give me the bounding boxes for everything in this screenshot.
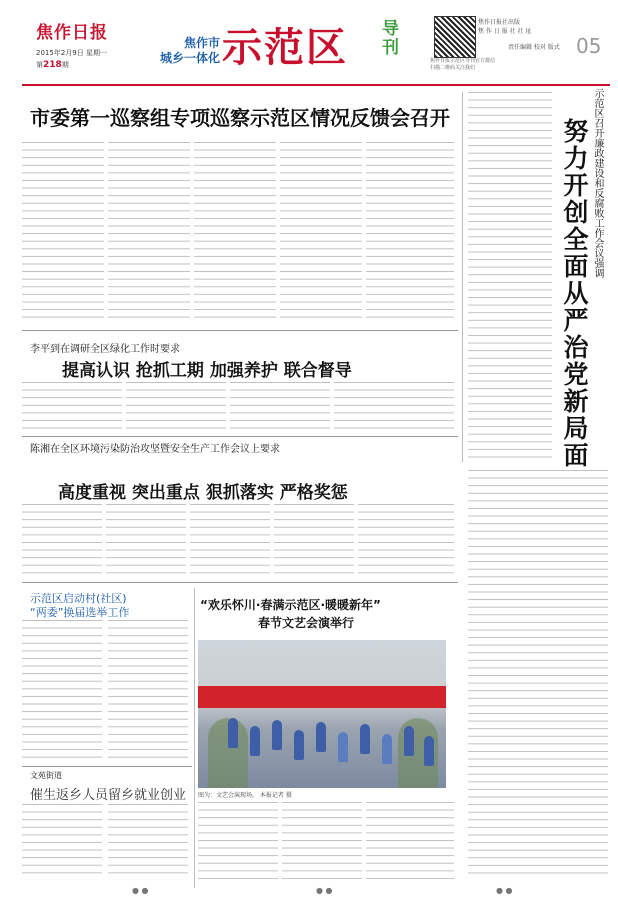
story2-body-col-2 bbox=[126, 382, 226, 432]
feature-headline-line-2: 春节文艺会演举行 bbox=[258, 616, 355, 630]
editors-credit: 责任编辑 校对 版式 bbox=[508, 44, 560, 51]
header-info bbox=[478, 18, 578, 36]
right-body-bottom bbox=[468, 470, 608, 880]
header-info-line-1: 焦作日报社出版 bbox=[478, 19, 521, 26]
story3-body-col-3 bbox=[190, 504, 270, 574]
publication-date: 2015年2月9日 星期一 bbox=[36, 49, 107, 57]
story2-body-col-1 bbox=[22, 382, 122, 432]
story2-kicker: 李平到在调研全区绿化工作时要求 bbox=[30, 344, 180, 355]
qr-note: 焦作日报示范区导刊官方微信 扫描二维码关注我们 bbox=[430, 58, 496, 71]
story4-body-col-2 bbox=[108, 620, 188, 760]
header-info-line-2: 焦 作 日 报 社 社 址 bbox=[478, 28, 532, 35]
left-lower-divider bbox=[194, 588, 195, 888]
photo-red-banner bbox=[198, 686, 446, 708]
footer-dots-left: ● ● bbox=[132, 886, 149, 895]
page-number: 05 bbox=[576, 34, 602, 58]
story5-body-col-1 bbox=[22, 804, 102, 880]
photo-dancer bbox=[250, 726, 260, 756]
qr-code-icon bbox=[434, 16, 476, 58]
issue-number bbox=[36, 60, 69, 70]
divider-4 bbox=[22, 766, 192, 767]
lead-body-col-2 bbox=[108, 142, 190, 318]
paper-name-logo: 焦作日报 bbox=[36, 23, 108, 43]
story3-kicker: 陈湘在全区环境污染防治攻坚暨安全生产工作会议上要求 bbox=[30, 444, 280, 455]
photo-dancer bbox=[404, 726, 414, 756]
slogan-line-2: 城乡一体化 bbox=[159, 51, 220, 65]
masthead-slogan bbox=[128, 36, 220, 66]
story4-body-col-1 bbox=[22, 620, 102, 760]
masthead-rule bbox=[22, 84, 610, 86]
photo-dancer bbox=[424, 736, 434, 766]
lead-headline: 市委第一巡察组专项巡察示范区情况反馈会召开 bbox=[30, 106, 450, 130]
divider-3 bbox=[22, 582, 458, 583]
lead-body-col-5 bbox=[366, 142, 454, 318]
photo-dancer bbox=[360, 724, 370, 754]
photo-dancer bbox=[294, 730, 304, 760]
story3-body-col-1 bbox=[22, 504, 102, 574]
masthead bbox=[0, 0, 618, 88]
right-kicker: 示范区召开廉政建设和反腐败工作会议强调 bbox=[592, 88, 603, 278]
photo-dancer bbox=[338, 732, 348, 762]
story2-body-col-4 bbox=[334, 382, 454, 432]
right-headline: 努力开创全面从严治党新局面 bbox=[560, 118, 589, 469]
feature-body-col-2 bbox=[282, 802, 362, 880]
slogan-line-1: 焦作市 bbox=[183, 36, 220, 50]
feature-headline-line-1: “欢乐怀川·春满示范区·暖暖新年” bbox=[200, 598, 381, 612]
performance-photo bbox=[198, 640, 446, 788]
lead-body-col-1 bbox=[22, 142, 104, 318]
photo-caption: 图为：文艺会演现场。 本报记者 摄 bbox=[198, 792, 292, 799]
lead-body-col-4 bbox=[280, 142, 362, 318]
right-body-top bbox=[468, 92, 552, 462]
photo-dancer bbox=[228, 718, 238, 748]
story5-body-col-2 bbox=[108, 804, 188, 880]
story4-title-line-2: “两委”换届选举工作 bbox=[30, 606, 130, 619]
photo-dancer bbox=[316, 722, 326, 752]
section-brand-sub: 导刊 bbox=[382, 19, 399, 58]
issue-prefix: 第 bbox=[36, 61, 43, 69]
footer-dots-right: ● ● bbox=[496, 886, 513, 895]
issue-value: 218 bbox=[43, 60, 62, 70]
lead-body-col-3 bbox=[194, 142, 276, 318]
story3-body-col-5 bbox=[358, 504, 454, 574]
feature-body-col-1 bbox=[198, 802, 278, 880]
story4-title-line-1: 示范区启动村(社区) bbox=[30, 592, 127, 605]
footer-dots-center: ● ● bbox=[316, 886, 333, 895]
section-brand: 示范区 bbox=[222, 25, 348, 71]
story2-body-col-3 bbox=[230, 382, 330, 432]
story3-body-col-4 bbox=[274, 504, 354, 574]
divider-1 bbox=[22, 330, 458, 331]
photo-dancer bbox=[382, 734, 392, 764]
divider-2 bbox=[22, 436, 458, 437]
issue-suffix: 期 bbox=[61, 61, 69, 69]
story2-headline: 提高认识 抢抓工期 加强养护 联合督导 bbox=[62, 361, 352, 381]
story3-body-col-2 bbox=[106, 504, 186, 574]
story3-headline: 高度重视 突出重点 狠抓落实 严格奖惩 bbox=[58, 483, 348, 503]
photo-dancer bbox=[272, 720, 282, 750]
right-column-divider bbox=[462, 92, 463, 462]
story5-kicker: 文苑街道 bbox=[30, 771, 62, 780]
feature-body-col-3 bbox=[366, 802, 454, 880]
story5-headline: 催生返乡人员留乡就业创业 bbox=[30, 788, 187, 803]
